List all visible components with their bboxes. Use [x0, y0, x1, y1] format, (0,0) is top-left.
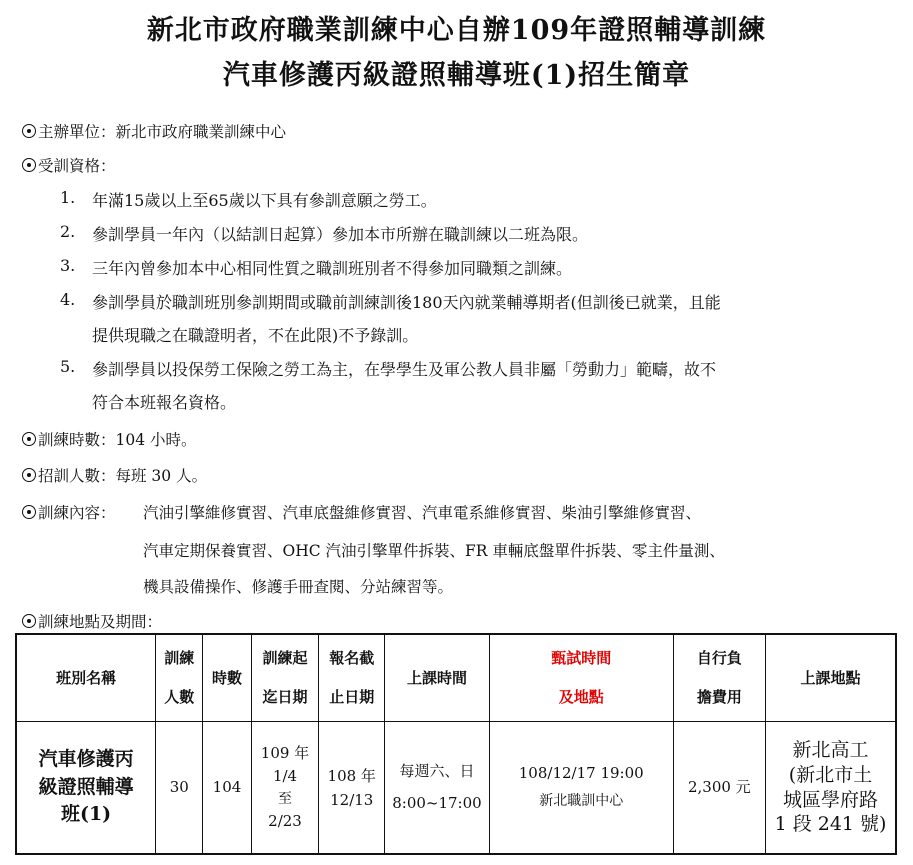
- cell-deadline: 108 年 12/13: [319, 722, 385, 855]
- bullet-circle-icon: [22, 432, 36, 446]
- schedule-table: [15, 633, 897, 855]
- cell-class-time: 每週六、日 8:00~17:00: [385, 722, 490, 855]
- cell-trainees: 30: [156, 722, 203, 855]
- organizer-line: [22, 120, 286, 142]
- table-row: [16, 722, 896, 855]
- header-trainees: 訓練 人數: [156, 634, 203, 722]
- cell-location: 新北高工 (新北市土 城區學府路 1 段 241 號): [766, 722, 896, 855]
- item-5-text-line-2: 符合本班報名資格。: [92, 393, 237, 412]
- header-fee: 自行負 擔費用: [673, 634, 765, 722]
- header-class-time: 上課時間: [385, 634, 490, 722]
- capacity-text: 招訓人數：每班 30 人。: [38, 467, 208, 485]
- title-line-1: 新北市政府職業訓練中心自辦109年證照輔導訓練: [146, 15, 767, 46]
- header-hours: 時數: [203, 634, 251, 722]
- bullet-circle-icon: [22, 468, 36, 482]
- cell-class-name: 汽車修護丙 級證照輔導 班(1): [16, 722, 156, 855]
- bullet-circle-icon: [22, 505, 36, 519]
- content-line-2: 汽車定期保養實習、OHC 汽油引擎單件拆裝、FR 車輛底盤單件拆裝、零主件量測、: [143, 542, 725, 560]
- item-5-text-line-1: 參訓學員以投保勞工保險之勞工為主，在學學生及軍公教人員非屬「勞動力」範疇，故不: [92, 360, 717, 379]
- item-5-number: 5.: [60, 357, 76, 376]
- item-1-text: 年滿15歲以上至65歲以下具有參訓意願之勞工。: [92, 191, 437, 210]
- hours-text: 訓練時數：104 小時。: [38, 431, 197, 449]
- cell-hours: 104: [203, 722, 251, 855]
- item-4-number: 4.: [60, 290, 76, 309]
- bullet-circle-icon: [22, 614, 36, 628]
- location-heading-text: 訓練地點及期間：: [38, 613, 163, 631]
- bullet-circle-icon: [22, 158, 36, 172]
- cell-exam: 108/12/17 19:00 新北職訓中心: [489, 722, 673, 855]
- title-line-2: 汽車修護丙級證照輔導班(1)招生簡章: [222, 60, 691, 91]
- content-label-text: 訓練內容：: [38, 504, 116, 522]
- item-1-number: 1.: [60, 188, 76, 207]
- table-header-row: [16, 634, 896, 722]
- cell-period: 109 年 1/4 至 2/23: [251, 722, 319, 855]
- cell-fee: 2,300 元: [673, 722, 765, 855]
- header-location: 上課地點: [766, 634, 896, 722]
- item-4-text-line-2: 提供現職之在職證明者，不在此限)不予錄訓。: [92, 326, 419, 345]
- bullet-circle-icon: [22, 124, 36, 138]
- eligibility-heading: [22, 154, 116, 176]
- content-line-3: 機具設備操作、修護手冊查閱、分站練習等。: [143, 578, 454, 596]
- item-2-number: 2.: [60, 222, 76, 241]
- location-heading: [22, 610, 162, 632]
- capacity-line: [22, 464, 207, 486]
- content-line-1: 汽油引擎維修實習、汽車底盤維修實習、汽車電系維修實習、柴油引擎維修實習、: [143, 504, 702, 522]
- hours-line: [22, 428, 197, 450]
- item-3-number: 3.: [60, 256, 76, 275]
- eligibility-heading-text: 受訓資格：: [38, 157, 116, 175]
- organizer-text: 主辦單位：新北市政府職業訓練中心: [38, 123, 287, 141]
- item-4-text-line-1: 參訓學員於職訓班別參訓期間或職前訓練訓後180天內就業輔導期者(但訓後已就業，且能: [92, 293, 721, 312]
- header-deadline: 報名截 止日期: [319, 634, 385, 722]
- header-exam: 甄試時間 及地點: [489, 634, 673, 722]
- content-label: [22, 501, 116, 523]
- header-period: 訓練起 迄日期: [251, 634, 319, 722]
- header-class-name: 班別名稱: [16, 634, 156, 722]
- item-2-text: 參訓學員一年內（以結訓日起算）參加本市所辦在職訓練以二班為限。: [92, 225, 589, 244]
- item-3-text: 三年內曾參加本中心相同性質之職訓班別者不得參加同職類之訓練。: [92, 259, 573, 278]
